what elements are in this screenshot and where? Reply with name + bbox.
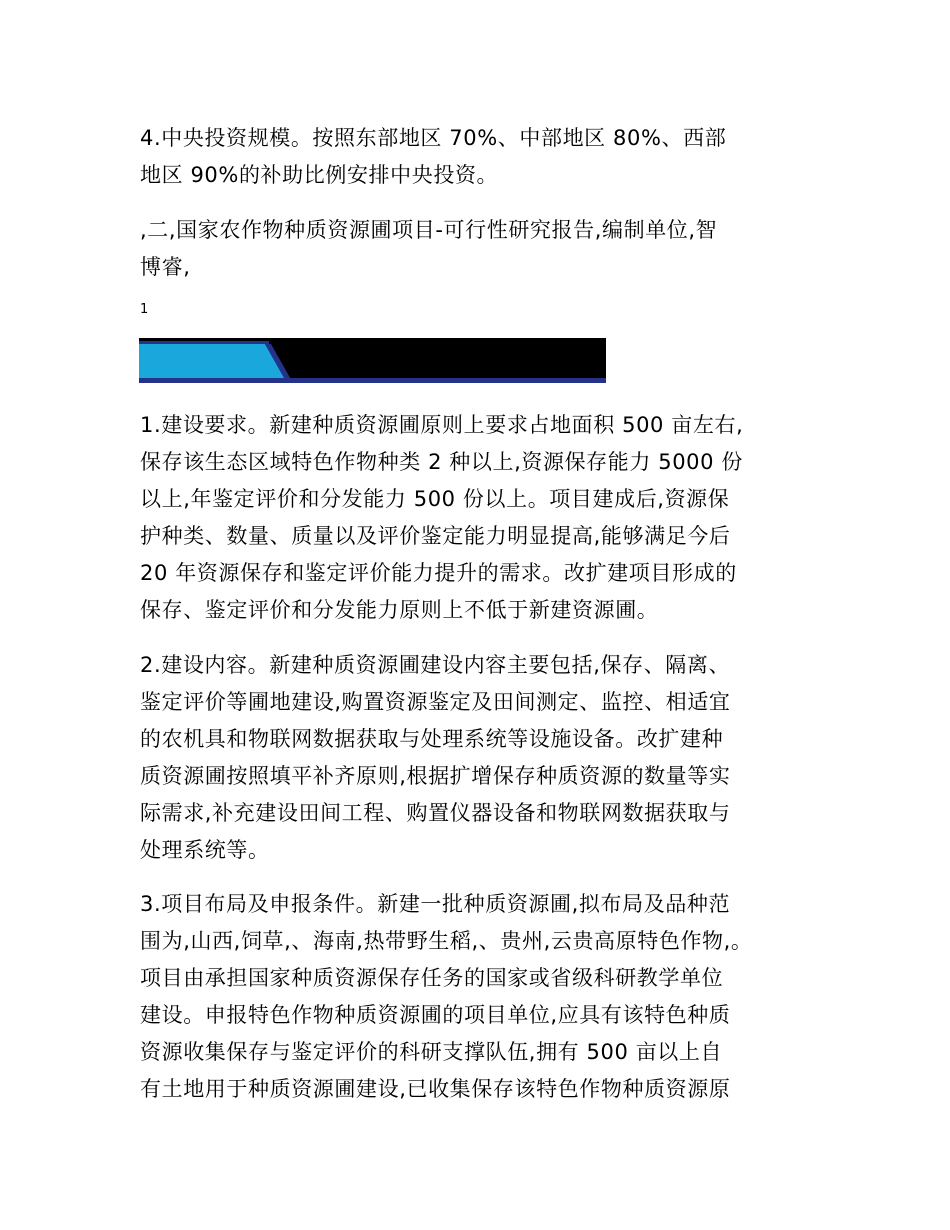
text-line: 博睿, [140, 255, 191, 279]
text-line: 围为,山西,饲草,、海南,热带野生稻,、贵州,云贵高原特色作物,。 [140, 929, 753, 953]
banner-bottom-stripe [139, 378, 606, 383]
text-line: 的农机具和物联网数据获取与处理系统等设施设备。改扩建种 [140, 727, 724, 751]
text-line: 2.建设内容。新建种质资源圃建设内容主要包括,保存、隔离、 [140, 653, 731, 677]
text-line: 4.中央投资规模。按照东部地区 70%、中部地区 80%、西部 [140, 126, 727, 150]
paragraph-section-heading [140, 212, 820, 286]
text-line: 护种类、数量、质量以及评价鉴定能力明显提高,能够满足今后 [140, 524, 731, 548]
text-line: 保存、鉴定评价和分发能力原则上不低于新建资源圃。 [140, 598, 659, 622]
text-line: 项目由承担国家种质资源保存任务的国家或省级科研教学单位 [140, 966, 724, 990]
paragraph-construction-content [140, 647, 820, 869]
text-line: 以上,年鉴定评价和分发能力 500 份以上。项目建成后,资源保 [140, 487, 730, 511]
text-line: 20 年资源保存和鉴定评价能力提升的需求。改扩建项目形成的 [140, 561, 737, 585]
banner-top-edge [139, 341, 269, 344]
paragraph-construction-requirements [140, 407, 820, 629]
text-line: ,二,国家农作物种质资源圃项目-可行性研究报告,编制单位,智 [140, 218, 718, 242]
text-line: 有土地用于种质资源圃建设,已收集保存该特色作物种质资源原 [140, 1077, 731, 1101]
paragraph-layout-and-conditions [140, 886, 820, 1108]
text-line: 资源收集保存与鉴定评价的科研支撑队伍,拥有 500 亩以上自 [140, 1040, 723, 1064]
text-line: 际需求,补充建设田间工程、购置仪器设备和物联网数据获取与 [140, 801, 731, 825]
banner-cyan-block [139, 344, 287, 383]
decorative-banner [139, 338, 606, 383]
page-number: 1 [140, 302, 149, 317]
text-line: 处理系统等。 [140, 838, 270, 862]
text-line: 质资源圃按照填平补齐原则,根据扩增保存种质资源的数量等实 [140, 764, 731, 788]
text-line: 建设。申报特色作物种质资源圃的项目单位,应具有该特色种质 [140, 1003, 731, 1027]
text-line: 保存该生态区域特色作物种类 2 种以上,资源保存能力 5000 份 [140, 450, 743, 474]
text-line: 鉴定评价等圃地建设,购置资源鉴定及田间测定、监控、相适宜 [140, 690, 731, 714]
text-line: 1.建设要求。新建种质资源圃原则上要求占地面积 500 亩左右, [140, 413, 744, 437]
paragraph-investment-scale [140, 120, 820, 194]
text-line: 3.项目布局及申报条件。新建一批种质资源圃,拟布局及品种范 [140, 892, 731, 916]
text-line: 地区 90%的补助比例安排中央投资。 [140, 163, 499, 187]
